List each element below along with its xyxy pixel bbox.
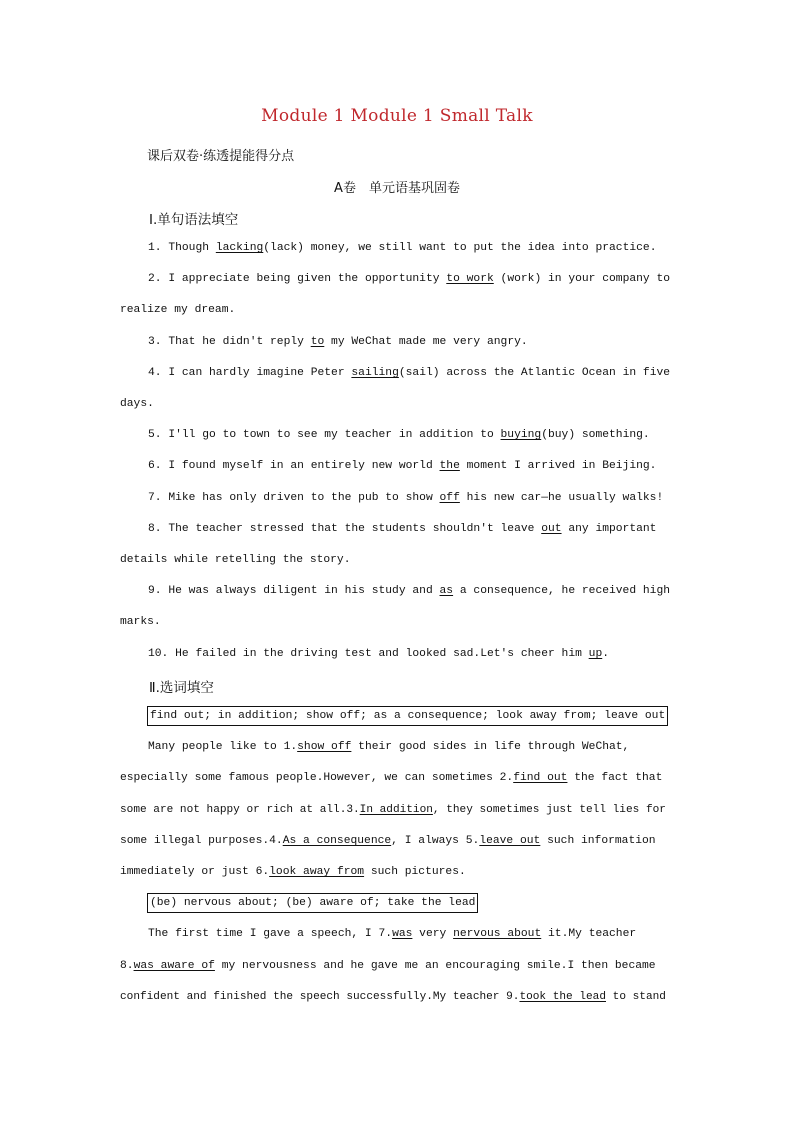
q-num: 1.	[148, 242, 162, 254]
passage1-line	[120, 770, 674, 786]
q-text: (work) in your company to	[493, 273, 671, 285]
p-answer: show off	[297, 741, 352, 753]
q-text: I can hardly imagine Peter	[168, 367, 352, 379]
q-text: my WeChat made me very angry.	[324, 336, 528, 348]
p-text: immediately or just 6.	[120, 866, 270, 878]
passage2-line	[120, 989, 674, 1005]
p-text: , I always 5.	[391, 835, 480, 847]
passage1-line	[148, 739, 674, 755]
word-bank-box-2: (be) nervous about; (be) aware of; take the lead	[147, 893, 478, 913]
p-text: to stand	[606, 991, 666, 1003]
p-answer: took the lead	[519, 991, 606, 1003]
q-text: (buy) something.	[541, 429, 650, 441]
question-1	[148, 240, 674, 256]
p-answer: was	[392, 928, 413, 940]
q-text: .	[602, 648, 610, 660]
q-text: moment I arrived in Beijing.	[459, 460, 657, 472]
q-answer: as	[439, 585, 454, 597]
p-text: , they sometimes just tell lies for	[432, 804, 666, 816]
question-6	[148, 458, 674, 474]
q-answer: up	[588, 648, 603, 660]
p-text: it.My teacher	[541, 928, 637, 940]
section1-heading: Ⅰ.单句语法填空	[149, 212, 239, 228]
question-4	[148, 365, 674, 381]
question-2-cont: realize my dream.	[120, 304, 236, 316]
p-text: such pictures.	[364, 866, 466, 878]
q-text: his new car—he usually walks!	[459, 492, 664, 504]
q-text: (lack) money, we still want to put the idea into practice.	[263, 242, 657, 254]
passage1-line	[120, 833, 674, 849]
q-text: I appreciate being given the opportunity	[168, 273, 447, 285]
section2-heading: Ⅱ.选词填空	[149, 680, 214, 696]
passage2-line	[148, 926, 674, 942]
p-answer: look away from	[269, 866, 365, 878]
q-text: Though	[168, 242, 216, 254]
passage1-line	[120, 864, 674, 880]
q-num: 3.	[148, 336, 162, 348]
question-4-cont: days.	[120, 398, 154, 410]
q-answer: sailing	[351, 367, 399, 379]
p-text: 8.	[120, 960, 134, 972]
p-answer: nervous about	[453, 928, 542, 940]
p-text: The first time I gave a speech, I 7.	[148, 928, 393, 940]
q-text: He was always diligent in his study and	[168, 585, 440, 597]
p-answer: was aware of	[133, 960, 215, 972]
q-num: 8.	[148, 523, 162, 535]
q-num: 6.	[148, 460, 162, 472]
p-text: some are not happy or rich at all.3.	[120, 804, 360, 816]
p-text: the fact that	[567, 772, 663, 784]
passage1-line	[120, 802, 674, 818]
q-text: a consequence, he received high	[453, 585, 671, 597]
p-text: their good sides in life through WeChat,	[351, 741, 630, 753]
q-answer: lacking	[215, 242, 264, 254]
q-num: 9.	[148, 585, 162, 597]
p-text: such information	[540, 835, 656, 847]
passage2-line	[120, 958, 674, 974]
question-8	[148, 521, 674, 537]
page-title: Module 1 Module 1 Small Talk	[261, 106, 533, 126]
q-num: 2.	[148, 273, 162, 285]
p-answer: find out	[513, 772, 568, 784]
p-text: my nervousness and he gave me an encouraging smile.I then became	[214, 960, 656, 972]
q-answer: buying	[500, 429, 542, 441]
q-answer: to	[310, 336, 325, 348]
q-num: 10.	[148, 648, 169, 660]
p-text: very	[412, 928, 454, 940]
word-bank-box-1: find out; in addition; show off; as a consequence; look away from; leave out	[147, 706, 668, 726]
q-text: He failed in the driving test and looked sad.Let's cheer him	[175, 648, 589, 660]
question-7	[148, 490, 674, 506]
q-text: That he didn't reply	[168, 336, 311, 348]
p-answer: As a consequence	[282, 835, 392, 847]
q-answer: off	[439, 492, 460, 504]
p-text: Many people like to 1.	[148, 741, 298, 753]
question-3	[148, 334, 674, 350]
p-answer: leave out	[479, 835, 541, 847]
page-subtitle: 课后双卷·练透提能得分点	[147, 149, 295, 164]
q-text: I found myself in an entirely new world	[168, 460, 440, 472]
p-text: especially some famous people.However, we can sometimes 2.	[120, 772, 514, 784]
question-2	[148, 271, 674, 287]
q-num: 5.	[148, 429, 162, 441]
question-5	[148, 427, 674, 443]
p-text: some illegal purposes.4.	[120, 835, 283, 847]
q-answer: to work	[446, 273, 494, 285]
p-answer: In addition	[359, 804, 433, 816]
question-10	[148, 646, 674, 662]
q-text: The teacher stressed that the students shouldn't leave	[168, 523, 542, 535]
q-num: 7.	[148, 492, 162, 504]
paper-heading: A卷 单元语基巩固卷	[334, 181, 460, 196]
q-answer: the	[439, 460, 460, 472]
question-9	[148, 583, 674, 599]
question-9-cont: marks.	[120, 616, 161, 628]
q-text: I'll go to town to see my teacher in addition to	[168, 429, 501, 441]
question-8-cont: details while retelling the story.	[120, 554, 351, 566]
q-num: 4.	[148, 367, 162, 379]
p-text: confident and finished the speech successfully.My teacher 9.	[120, 991, 520, 1003]
q-text: (sail) across the Atlantic Ocean in five	[398, 367, 671, 379]
q-text: Mike has only driven to the pub to show	[168, 492, 440, 504]
q-text: any important	[561, 523, 657, 535]
q-answer: out	[541, 523, 562, 535]
